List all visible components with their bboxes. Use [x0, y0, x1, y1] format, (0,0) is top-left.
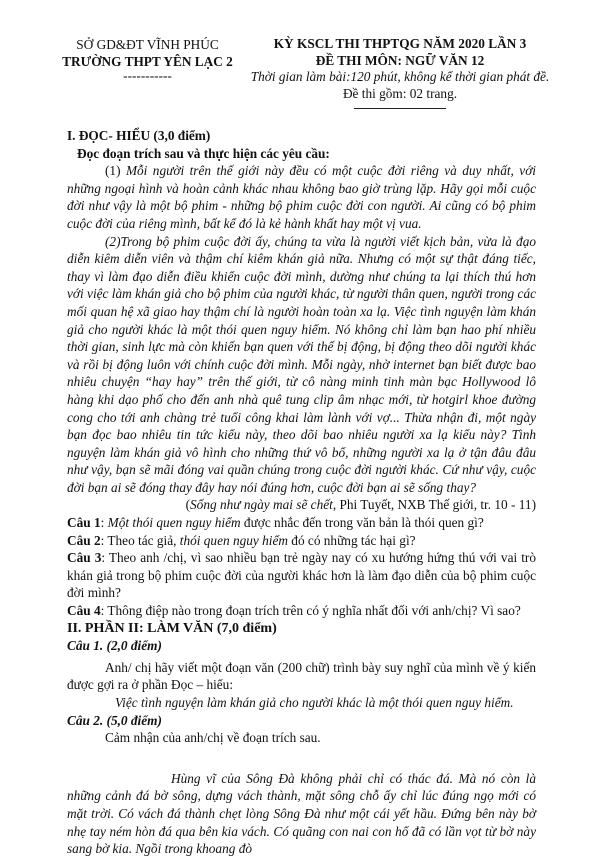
question-4 — [67, 602, 536, 620]
header-divider — [354, 108, 446, 109]
paragraph-text: Mỗi người trên thế giới này đều có một cuộc đời riêng và duy nhất, với những ngoại hình và hoàn cảnh khác nhau không bao giờ trùng lặp. Hãy gọi mỗi cuộc đời như vậy là một bộ phim - những bộ phim cuộc đời con người. Ai cũng có bộ phim cuộc đời của riêng mình, bất kể đó là kẻ hành khất hay một vị vua. — [67, 163, 536, 231]
paragraph-number: (1) — [105, 163, 126, 179]
question-emphasis: Một thói quen nguy hiểm — [107, 515, 241, 531]
question-label: Câu 2 — [67, 532, 101, 548]
question-text: được nhắc đến trong văn bản là thói quen gì? — [240, 515, 484, 531]
part2-question-1-quote: Việc tình nguyện làm khán giả cho người khác là một thói quen nguy hiểm. — [115, 695, 514, 710]
question-label: Câu 4 — [67, 603, 101, 619]
passage-paragraph-1 — [67, 162, 536, 232]
passage-paragraph-2: (2)Trong bộ phim cuộc đời ấy, chúng ta vừa là người viết kịch bản, vừa là đạo diễn kiêm diễn viên và thậm chí kiêm khán giả nữa. Nhưng có một sự thật đáng tiếc, thay vì làm đạo diễn điều khiển cuộc đời mình, dường như chúng ta lại thích thú hơn với việc làm khán giả cho bộ phim của người khác, từ người thân quen, người trong các mối quan hệ xã giao hay thậm chí là người hoàn toàn xa lạ. Việc tình nguyện làm khán giả cho người khác là một thói quen nguy hiểm. Nó không chỉ làm bạn hao phí nhiều thời gian, sinh lực mà còn khiến bạn quen với thế bị động, bị động theo dõi người khác và rồi bị động luôn với chính cuộc đời mình. Mỗi ngày, nhờ internet bạn biết được bao nhiêu chuyện “hay hay” trên thế giới, từ cô nàng minh tinh màn bạc Hollywood lô hàng khi dạo phố cho đến anh nhà quê tung clip âm nhạc mới, từ hotgirl khoe đường cong cho tới anh chàng trẻ tuổi công khai làm lành với vợ... Thừa nhận đi, một ngày bạn đọc bao nhiêu tin tức kiểu này, theo dõi bao nhiêu người xa lạ kiểu này? Tình nguyện làm khán giả vô hình cho những thứ vô bổ, những người xa lạ ở tận đâu đâu như vậy, bạn sẽ mãi đóng vai quần chúng trong cuộc đời người khác. Cứ như vậy, cuộc đời bạn ai sẽ đóng thay đây hay nói đúng hơn, cuộc đời bạn ai sẽ sống thay? — [67, 233, 536, 495]
question-label: Câu 3 — [67, 550, 102, 566]
question-1 — [67, 514, 536, 532]
part2-question-2-text: Cảm nhận của anh/chị về đoạn trích sau. — [105, 730, 321, 746]
part2-question-1-title: Câu 1. (2,0 điểm) — [67, 638, 162, 654]
question-2 — [67, 532, 536, 550]
question-text: : Thông điệp nào trong đoạn trích trên có ý nghĩa nhất đối với anh/chị? Vì sao? — [100, 603, 521, 619]
exam-pages: Đề thi gồm: 02 trang. — [342, 85, 458, 101]
part1-instruction: Đọc đoạn trích sau và thực hiện các yêu cầu: — [77, 145, 330, 161]
part1-title: I. ĐỌC- HIỂU (3,0 điểm) — [67, 128, 211, 143]
source-title: Sống như ngày mai sẽ chết — [190, 497, 333, 513]
school-name: TRƯỜNG THPT YÊN LẠC 2 — [62, 54, 233, 69]
exam-title: KỲ KSCL THI THPTQG NĂM 2020 LẦN 3 — [273, 36, 527, 51]
exam-body — [67, 127, 536, 858]
part2-title: II. PHẦN II: LÀM VĂN (7,0 điểm) — [67, 620, 277, 636]
literary-excerpt: Hùng vĩ của Sông Đà không phải chỉ có thác đá. Mà nó còn là những cảnh đá bờ sông, dựng vách thành, mặt sông chỗ ấy chỉ lúc đúng ngọ mới có mặt trời. Có vách đá thành chẹt lòng Sông Đà như một cái yết hầu. Đứng bên này bờ nhẹ tay ném hòn đá qua bên kia vách. Có quãng con nai con hổ đã có lần vọt từ bờ này sang bờ kia. Ngồi trong khoang đò — [67, 770, 536, 857]
exam-time: Thời gian làm bài:120 phút, không kể thời gian phát đề. — [250, 69, 550, 84]
part2-question-1-text: Anh/ chị hãy viết một đoạn văn (200 chữ) trình bày suy nghĩ của mình về ý kiến được gợi ra ở phần Đọc – hiểu: — [67, 659, 536, 693]
question-emphasis: thói quen nguy hiểm — [179, 532, 288, 548]
question-3 — [67, 549, 536, 602]
source-details: , Phi Tuyết, NXB Thế giới, tr. 10 - 11) — [332, 497, 536, 513]
header-dashes: ----------- — [123, 68, 172, 83]
header-right — [250, 36, 550, 109]
question-text: : Theo tác giả, — [100, 532, 180, 548]
source-paren: ( — [185, 497, 191, 513]
department-name: SỞ GD&ĐT VĨNH PHÚC — [76, 37, 219, 52]
spacer — [67, 747, 536, 764]
question-text: : — [100, 515, 108, 531]
header-left — [60, 36, 235, 82]
part2-question-2-title: Câu 2. (5,0 điểm) — [67, 712, 162, 728]
passage-source — [67, 496, 536, 514]
question-label: Câu 1 — [67, 515, 101, 531]
question-text: : Theo anh /chị, vì sao nhiều bạn trẻ ngày nay có xu hướng hứng thú với vai trò khán giả trong bộ phim cuộc đời của người khác hơn là làm đạo diễn của bộ phim cuộc đời mình? — [67, 550, 537, 601]
question-text: đó có những tác hại gì? — [287, 532, 416, 548]
exam-subject: ĐỀ THI MÔN: NGỮ VĂN 12 — [315, 52, 485, 68]
